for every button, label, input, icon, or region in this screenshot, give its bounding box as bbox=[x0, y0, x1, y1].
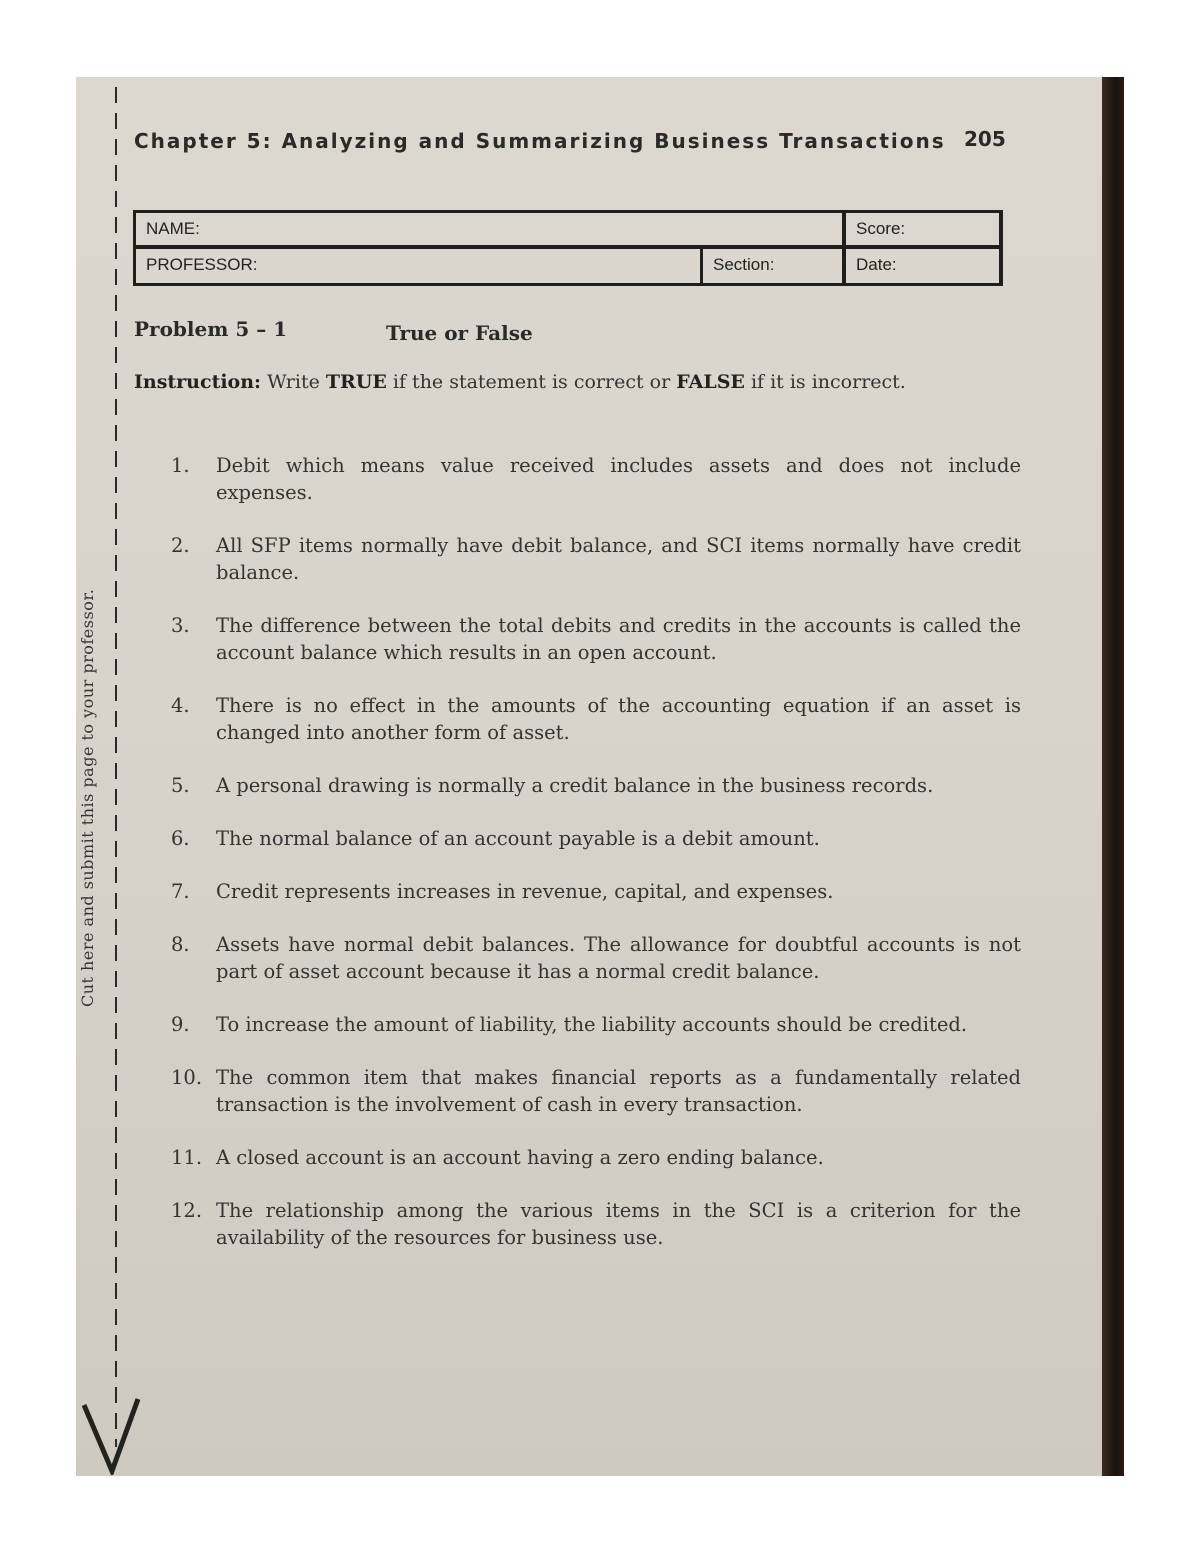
section-field[interactable] bbox=[700, 249, 842, 283]
list-item: 5. A personal drawing is normally a credit balance in the business records. bbox=[171, 774, 934, 797]
instruction-text: Instruction: Write TRUE if the statement is correct or FALSE if it is incorrect. bbox=[134, 371, 906, 393]
professor-field[interactable] bbox=[136, 249, 700, 283]
list-item: 10. The common item that makes financial reports as a fundamentally related transaction is the involvement of cash in every transaction. bbox=[171, 1066, 1021, 1116]
student-info-box bbox=[133, 210, 1003, 286]
chapter-title: Chapter 5: Analyzing and Summarizing Business Transactions bbox=[134, 129, 946, 153]
list-item: 4. There is no effect in the amounts of the accounting equation if an asset is changed into another form of asset. bbox=[171, 694, 1021, 744]
score-label: Score: bbox=[856, 219, 906, 238]
statement-list bbox=[171, 452, 1021, 1277]
problem-type: True or False bbox=[386, 321, 533, 345]
list-item: 7. Credit represents increases in revenue, capital, and expenses. bbox=[171, 880, 834, 903]
list-item: 6. The normal balance of an account payable is a debit amount. bbox=[171, 827, 820, 850]
instruction-label: Instruction: bbox=[134, 371, 262, 393]
chapter-header bbox=[134, 127, 1014, 167]
false-keyword: FALSE bbox=[676, 371, 745, 393]
name-label: NAME: bbox=[146, 219, 200, 238]
desk-edge bbox=[1102, 77, 1124, 1476]
problem-number: Problem 5 – 1 bbox=[134, 317, 288, 341]
list-item: 1. Debit which means value received includes assets and does not include expenses. bbox=[171, 454, 1021, 504]
score-field[interactable] bbox=[842, 213, 1000, 245]
cut-arrow-icon bbox=[82, 1395, 142, 1475]
list-item: 12. The relationship among the various items in the SCI is a criterion for the availability of the resources for business use. bbox=[171, 1199, 1021, 1249]
section-label: Section: bbox=[713, 255, 775, 274]
page-number: 205 bbox=[964, 127, 1006, 151]
list-item: 2. All SFP items normally have debit balance, and SCI items normally have credit balance. bbox=[171, 534, 1021, 584]
info-row-name bbox=[136, 213, 999, 249]
name-field[interactable] bbox=[136, 213, 842, 245]
info-row-professor bbox=[136, 249, 999, 283]
worksheet-page bbox=[76, 77, 1102, 1476]
problem-heading bbox=[134, 317, 834, 347]
list-item: 3. The difference between the total debits and credits in the accounts is called the account balance which results in an open account. bbox=[171, 614, 1021, 664]
true-keyword: TRUE bbox=[325, 371, 387, 393]
list-item: 9. To increase the amount of liability, the liability accounts should be credited. bbox=[171, 1013, 968, 1036]
list-item: 8. Assets have normal debit balances. The allowance for doubtful accounts is not part of asset account because it has a normal credit balance. bbox=[171, 933, 1021, 983]
date-label: Date: bbox=[856, 255, 897, 274]
cut-instruction: Cut here and submit this page to your professor. bbox=[78, 588, 97, 1007]
list-item: 11. A closed account is an account having a zero ending balance. bbox=[171, 1146, 824, 1169]
date-field[interactable] bbox=[842, 249, 1000, 283]
cut-line bbox=[115, 87, 117, 1447]
professor-label: PROFESSOR: bbox=[146, 255, 258, 274]
page-photo bbox=[76, 77, 1124, 1476]
